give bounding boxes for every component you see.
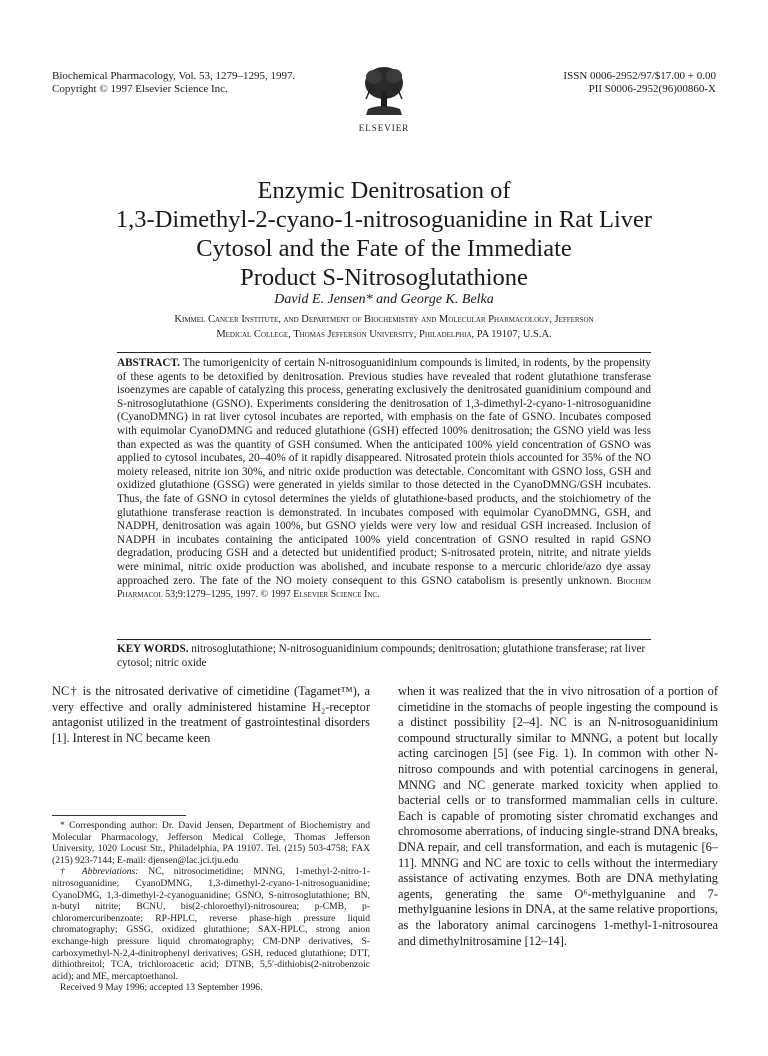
pii-line: PII S0006-2952(96)00860-X — [588, 83, 716, 95]
received-date: Received 9 May 1996; accepted 13 September 1996. — [60, 982, 263, 994]
article-title — [60, 176, 708, 292]
body-right-column — [398, 684, 718, 949]
journal-citation: Biochemical Pharmacology, Vol. 53, 1279–1295, 1997. — [52, 70, 296, 82]
affiliation-line: Medical College, Thomas Jefferson University, Philadelphia, PA 19107, U.S.A. — [216, 329, 552, 340]
issn-line: ISSN 0006-2952/97/$17.00 + 0.00 — [563, 70, 716, 82]
keywords-label: KEY WORDS. — [117, 643, 189, 655]
abstract-top-rule — [117, 352, 651, 353]
footnote-rule — [52, 815, 186, 816]
keywords — [117, 643, 651, 670]
journal-info — [52, 70, 352, 96]
affiliation-line: Kimmel Cancer Institute, and Department of Biochemistry and Molecular Pharmacology, Jefferson — [174, 314, 594, 325]
body-paragraph: NC† is the nitrosated derivative of cimetidine (Tagamet™), a very effective and orally administered histamine H₂-receptor antagonist utilized in the treatment of gastrointestinal disorders [1]. Interest in NC became keen — [52, 684, 370, 745]
title-line: 1,3-Dimethyl-2-cyano-1-nitrosoguanidine in Rat Liver — [115, 206, 653, 233]
keywords-rule — [117, 639, 651, 640]
affiliation — [80, 312, 688, 342]
abstract-body: The tumorigenicity of certain N-nitrosoguanidinium compounds is limited, in rodents, by the propensity of these agents to be detoxified by denitrosation. Previous studies have revealed that rodent glutathione transferase isoenzymes are capable of catalyzing this process, generating exclusively the denitrosated guanidinium compound and S-nitrosoglutathione (GSNO). Experiments considering the denitrosation of 1,3-dimethyl-2-cyano-1-nitrosoguanidine (CyanoDMNG) in rat liver cytosol incubates are reported, with emphasis on the fate of GSNO. Incubates composed with equimolar CyanoDMNG and reduced glutathione (GSH) effected 100% denitrosation; the GSNO yield was less than expected as was the quantity of GSH consumed. When the anticipated 100% yield concentration of GSNO was applied to cytosol incubates, 20–40% of it rapidly disappeared. Nitrosated protein thiols accounted for 35% of the NO moiety released, nitrite ion 30%, and nitric oxide production was detectable. Concomitant with GSNO loss, GSH and oxidized glutathione (GSSG) were generated in yields similar to those detected in the CyanoDMNG/GSH incubates. Thus, the fate of GSNO in cytosol determines the yields of glutathione-based products, and the stoichiometry of the glutathione transferase reaction is demonstrated. In incubates composed with equimolar CyanoDMNG, GSH, and NADPH, denitrosation was again 100%, but GSNO yields were very low and residual GSH increased. Inclusion of NADPH in incubates containing the anticipated 100% yield concentration of GSNO resulted in rapid GSNO degradation, producing GSH and a detected but unidentified product; S-nitrosated protein, nitrite, and nitrate yields were minimal, nitric oxide production was abolished, and incubate response to a mercuric chloride/azo dye assay approached zero. The fate of the NO moiety consequent to this GSNO catabolism is presently unknown. — [117, 357, 651, 587]
elsevier-tree-logo — [362, 63, 406, 117]
title-line: Product S-Nitrosoglutathione — [240, 264, 528, 291]
body-left-column — [52, 684, 370, 746]
abstract-label: ABSTRACT. — [117, 357, 180, 369]
corresponding-author-note: * Corresponding author: Dr. David Jensen, Department of Biochemistry and Molecular Pharmacology, Jefferson Medical College, Thomas Jefferson University, 1020 Locust Str., Philadelphia, PA 19107. Tel. (215) 503-4758; FAX (215) 923-7144; E-mail: djensen@lac.jci.tju.edu — [52, 820, 370, 866]
copyright-line: Copyright © 1997 Elsevier Science Inc. — [52, 83, 228, 95]
abstract-citation: Biochem Pharmacol 53;9:1279–1295, 1997. © 1997 Elsevier Science Inc. — [117, 575, 651, 601]
abbreviations-text: NC, nitrosocimetidine; MNNG, 1-methyl-2-nitro-1-nitrosoguanidine; CyanoDMNG, 1,3-dimethyl-2-cyano-1-nitrosoguanidine; CyanoDMG, 1,3-dimethyl-2-cyanoguanidine; GSNO, S-nitrosoglutathione; BN, n-butyl nitrite; BCNU, bis(2-chloroethyl)-nitrosourea; p-CMB, p-chloromercuribenzoate; RP-HPLC, reverse phase-high pressure liquid chromatography; GSSG, oxidized glutathione; SAX-HPLC, strong anion exchange-high pressure liquid chromatography; CM-DNP derivatives, S-carboxymethyl-N-2,4-dinitrophenyl derivatives; GSH, reduced glutathione; DTT, dithiothreitol; TCA, trichloroacetic acid; DTNB, 5,5′-dithiobis(2-nitrobenzoic acid); and ME, mercaptoethanol. — [52, 866, 371, 982]
author-list: David E. Jensen* and George K. Belka — [274, 292, 494, 307]
title-line: Cytosol and the Fate of the Immediate — [196, 235, 572, 262]
issn-info — [418, 70, 716, 96]
abstract — [117, 357, 651, 602]
publisher-name: ELSEVIER — [358, 123, 410, 133]
abbreviations-label: † Abbreviations: — [60, 866, 139, 878]
publisher-logo — [352, 63, 416, 133]
abbreviations-note — [52, 866, 370, 982]
title-line: Enzymic Denitrosation of — [257, 177, 511, 204]
body-paragraph: when it was realized that the in vivo nitrosation of a portion of cimetidine in the stomachs of people ingesting the compound is a distinct possibility [2–4]. NC is an N-nitrosoguanidinium compound structurally similar to MNNG, a potent but locally acting carcinogen [5] (see Fig. 1). In common with other N-nitroso compounds and with potential carcinogens in general, MNNG and NC generate marked toxicity when applied to bacterial cells or to transformed mammalian cells in culture. Each is capable of promoting sister chromatid exchanges and chromosome aberrations, of inducing single-strand DNA breaks, DNA repair, and cell transformation, and each is mutagenic [6–11]. MNNG and NC are toxic to cells without the intermediary assistance of activating enzymes. Both are DNA methylating agents, generating the same O⁶-methylguanine and 7-methylguanine lesions in DNA, at the same relative proportions, as the laboratory animal carcinogens 1-methyl-1-nitrosourea and dimethylnitrosamine [12–14]. — [398, 684, 719, 948]
keywords-body: nitrosoglutathione; N-nitrosoguanidinium compounds; denitrosation; glutathione transferase; rat liver cytosol; nitric oxide — [117, 643, 646, 669]
footnotes — [52, 820, 370, 994]
